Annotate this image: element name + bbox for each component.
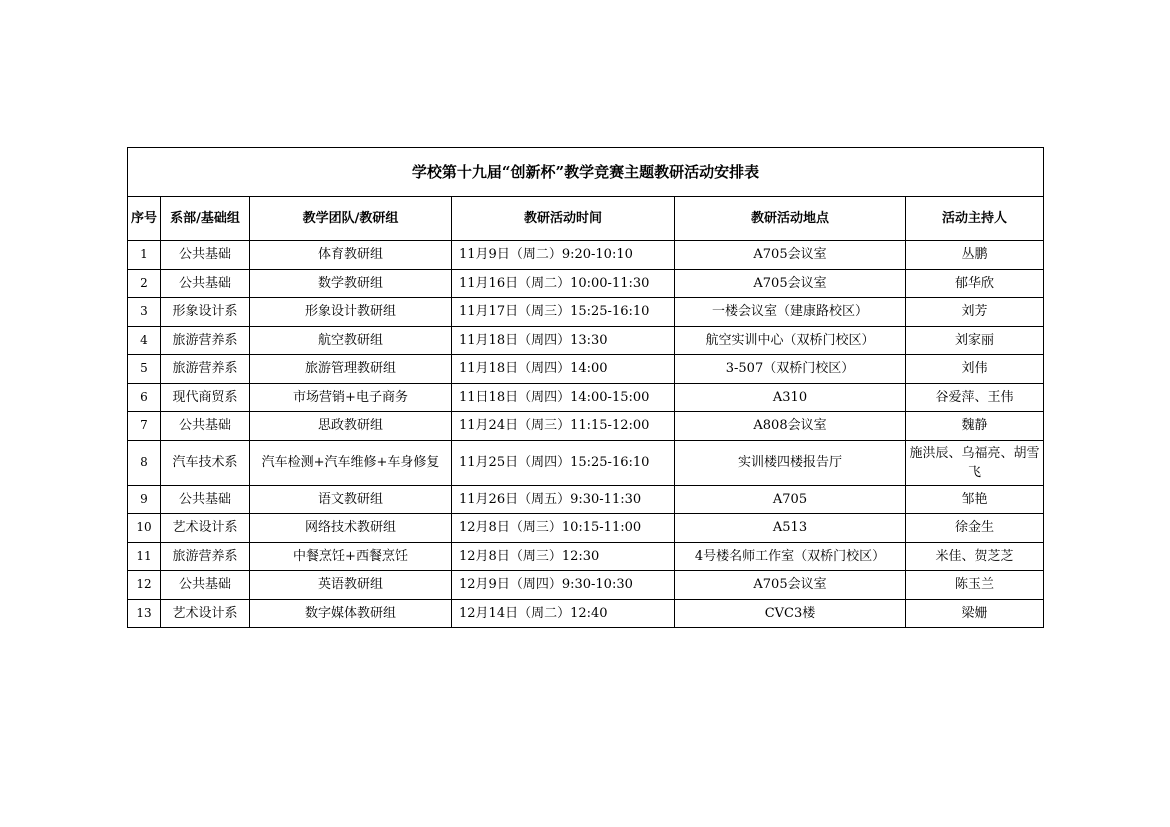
- cell-department: 公共基础: [161, 412, 250, 441]
- schedule-table: [127, 147, 1044, 628]
- cell-team: 数学教研组: [250, 269, 452, 298]
- cell-location: A705: [675, 485, 906, 514]
- cell-seq: 5: [128, 355, 161, 384]
- cell-location: 航空实训中心（双桥门校区）: [675, 326, 906, 355]
- cell-department: 旅游营养系: [161, 355, 250, 384]
- cell-host: 郁华欣: [906, 269, 1044, 298]
- cell-host: 魏静: [906, 412, 1044, 441]
- cell-team: 英语教研组: [250, 571, 452, 600]
- cell-seq: 6: [128, 383, 161, 412]
- cell-department: 艺术设计系: [161, 599, 250, 628]
- cell-host: 刘伟: [906, 355, 1044, 384]
- cell-time: 12月8日（周三）12:30: [452, 542, 675, 571]
- cell-location: 3-507（双桥门校区）: [675, 355, 906, 384]
- cell-host: 米佳、贺芝芝: [906, 542, 1044, 571]
- cell-seq: 10: [128, 514, 161, 543]
- cell-seq: 13: [128, 599, 161, 628]
- cell-time: 11月18日（周四）13:30: [452, 326, 675, 355]
- cell-location: A705会议室: [675, 241, 906, 270]
- cell-department: 公共基础: [161, 241, 250, 270]
- cell-department: 旅游营养系: [161, 326, 250, 355]
- cell-department: 汽车技术系: [161, 440, 250, 485]
- table-row: [128, 514, 1044, 543]
- cell-time: 12月9日（周四）9:30-10:30: [452, 571, 675, 600]
- header-seq: 序号: [128, 197, 161, 241]
- cell-location: A513: [675, 514, 906, 543]
- table-row: [128, 542, 1044, 571]
- cell-location: A808会议室: [675, 412, 906, 441]
- table-row: [128, 269, 1044, 298]
- cell-time: 11日18日（周四）14:00-15:00: [452, 383, 675, 412]
- cell-time: 12月8日（周三）10:15-11:00: [452, 514, 675, 543]
- cell-location: 一楼会议室（建康路校区）: [675, 298, 906, 327]
- cell-time: 11月9日（周二）9:20-10:10: [452, 241, 675, 270]
- cell-seq: 9: [128, 485, 161, 514]
- cell-host: 徐金生: [906, 514, 1044, 543]
- cell-host: 丛鹏: [906, 241, 1044, 270]
- table-row: [128, 383, 1044, 412]
- cell-department: 公共基础: [161, 571, 250, 600]
- cell-time: 11月24日（周三）11:15-12:00: [452, 412, 675, 441]
- cell-time: 12月14日（周二）12:40: [452, 599, 675, 628]
- cell-department: 形象设计系: [161, 298, 250, 327]
- header-department: 系部/基础组: [161, 197, 250, 241]
- table-row: [128, 355, 1044, 384]
- cell-location: 实训楼四楼报告厅: [675, 440, 906, 485]
- cell-location: A310: [675, 383, 906, 412]
- cell-seq: 1: [128, 241, 161, 270]
- cell-host: 谷爱萍、王伟: [906, 383, 1044, 412]
- cell-seq: 7: [128, 412, 161, 441]
- cell-host: 邹艳: [906, 485, 1044, 514]
- table-row: [128, 440, 1044, 485]
- header-row: [128, 197, 1044, 241]
- cell-time: 11月25日（周四）15:25-16:10: [452, 440, 675, 485]
- header-location: 教研活动地点: [675, 197, 906, 241]
- cell-time: 11月18日（周四）14:00: [452, 355, 675, 384]
- cell-location: 4号楼名师工作室（双桥门校区）: [675, 542, 906, 571]
- cell-department: 公共基础: [161, 269, 250, 298]
- cell-team: 数字媒体教研组: [250, 599, 452, 628]
- cell-host: 梁姗: [906, 599, 1044, 628]
- cell-team: 旅游管理教研组: [250, 355, 452, 384]
- cell-time: 11月17日（周三）15:25-16:10: [452, 298, 675, 327]
- header-time: 教研活动时间: [452, 197, 675, 241]
- cell-seq: 11: [128, 542, 161, 571]
- cell-location: A705会议室: [675, 571, 906, 600]
- cell-team: 网络技术教研组: [250, 514, 452, 543]
- cell-location: A705会议室: [675, 269, 906, 298]
- cell-seq: 8: [128, 440, 161, 485]
- table-row: [128, 241, 1044, 270]
- cell-seq: 3: [128, 298, 161, 327]
- cell-team: 市场营销+电子商务: [250, 383, 452, 412]
- table-row: [128, 298, 1044, 327]
- cell-host: 刘家丽: [906, 326, 1044, 355]
- table-row: [128, 326, 1044, 355]
- cell-department: 艺术设计系: [161, 514, 250, 543]
- table-row: [128, 571, 1044, 600]
- cell-team: 航空教研组: [250, 326, 452, 355]
- cell-seq: 4: [128, 326, 161, 355]
- table-row: [128, 599, 1044, 628]
- cell-host: 施洪辰、乌福亮、胡雪飞: [906, 440, 1044, 485]
- cell-team: 中餐烹饪+西餐烹饪: [250, 542, 452, 571]
- cell-host: 陈玉兰: [906, 571, 1044, 600]
- header-team: 教学团队/教研组: [250, 197, 452, 241]
- table-row: [128, 412, 1044, 441]
- cell-team: 汽车检测+汽车维修+车身修复: [250, 440, 452, 485]
- cell-team: 形象设计教研组: [250, 298, 452, 327]
- cell-team: 思政教研组: [250, 412, 452, 441]
- cell-department: 旅游营养系: [161, 542, 250, 571]
- cell-team: 体育教研组: [250, 241, 452, 270]
- table-title: 学校第十九届“创新杯”教学竞赛主题教研活动安排表: [128, 148, 1044, 197]
- header-host: 活动主持人: [906, 197, 1044, 241]
- cell-department: 现代商贸系: [161, 383, 250, 412]
- cell-time: 11月26日（周五）9:30-11:30: [452, 485, 675, 514]
- cell-department: 公共基础: [161, 485, 250, 514]
- table-row: [128, 485, 1044, 514]
- cell-location: CVC3楼: [675, 599, 906, 628]
- cell-seq: 2: [128, 269, 161, 298]
- cell-team: 语文教研组: [250, 485, 452, 514]
- cell-seq: 12: [128, 571, 161, 600]
- cell-time: 11月16日（周二）10:00-11:30: [452, 269, 675, 298]
- cell-host: 刘芳: [906, 298, 1044, 327]
